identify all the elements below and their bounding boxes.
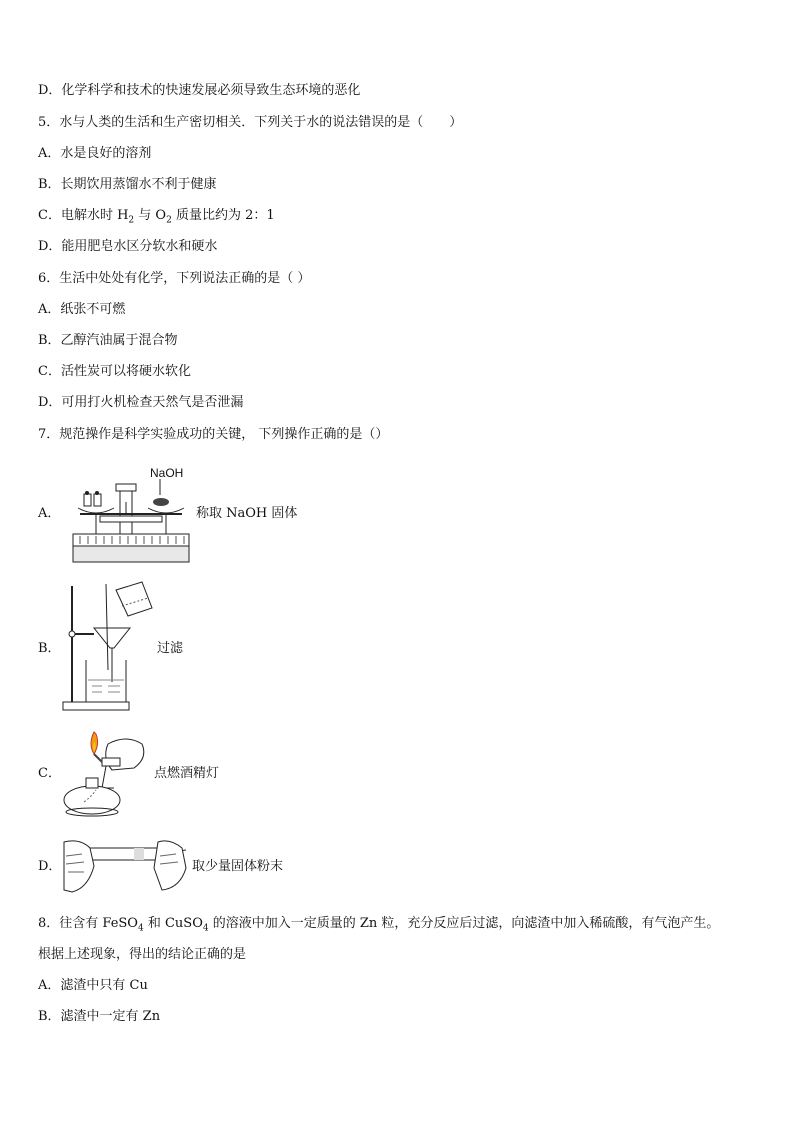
naoh-label: NaOH [150, 466, 184, 480]
q6-option-b: B．乙醇汽油属于混合物 [38, 333, 178, 348]
q8-cuso4-subscript: 4 [202, 923, 209, 934]
q7-option-c-letter: C． [38, 766, 61, 781]
q7-option-d-text: 取少量固体粉末 [192, 859, 284, 874]
q8-stem-part3: 的溶液中加入一定质量的 Zn 粒，充分反应后过滤，向滤渣中加入稀硫酸，有气泡产生。 [208, 916, 720, 931]
q7-option-a-letter: A． [38, 506, 61, 521]
q6-option-d: D．可用打火机检查天然气是否泄漏 [38, 395, 244, 410]
q6-stem: 6．生活中处处有化学，下列说法正确的是（ ） [38, 271, 311, 286]
q7-option-d-letter: D． [38, 859, 62, 874]
q5-option-b: B．长期饮用蒸馏水不利于健康 [38, 177, 217, 192]
q8-stem-part2: 和 CuSO [143, 916, 203, 931]
q8-feso4-subscript: 4 [137, 923, 144, 934]
q5-option-c-part2: 与 O [134, 208, 167, 223]
q5-option-c-part3: 质量比约为 2：1 [171, 208, 275, 223]
q5-option-c-o-subscript: 2 [166, 215, 172, 226]
alcohol-lamp-figure [62, 726, 152, 818]
test-tube-figure [62, 828, 188, 896]
q5-stem: 5．水与人类的生活和生产密切相关．下列关于水的说法错误的是（ ） [38, 115, 463, 130]
q6-option-a: A．纸张不可燃 [38, 302, 126, 317]
q7-option-b-letter: B． [38, 641, 61, 656]
q5-option-d: D．能用肥皂水区分软水和硬水 [38, 239, 218, 254]
balance-scale-figure [70, 462, 190, 566]
q7-option-b-text: 过滤 [157, 641, 184, 656]
q7-option-c-text: 点燃酒精灯 [154, 766, 220, 781]
q5-option-a: A．水是良好的溶剂 [38, 146, 152, 161]
q5-option-c-h-subscript: 2 [128, 215, 135, 226]
q8-stem-part1: 8．往含有 FeSO [38, 916, 138, 931]
q7-option-a-text: 称取 NaOH 固体 [196, 506, 298, 521]
q5-option-c [38, 207, 275, 225]
q6-option-c: C．活性炭可以将硬水软化 [38, 364, 191, 379]
q8-stem-line1 [38, 915, 719, 933]
q8-stem-line2: 根据上述现象，得出的结论正确的是 [38, 947, 247, 962]
filtration-figure [62, 578, 158, 714]
q8-option-b: B．滤渣中一定有 Zn [38, 1009, 161, 1024]
q4-option-d: D．化学科学和技术的快速发展必须导致生态环境的恶化 [38, 83, 361, 98]
q7-stem: 7．规范操作是科学实验成功的关键， 下列操作正确的是（） [38, 427, 389, 442]
q5-option-c-part1: C．电解水时 H [38, 208, 129, 223]
q8-option-a: A．滤渣中只有 Cu [38, 978, 148, 993]
